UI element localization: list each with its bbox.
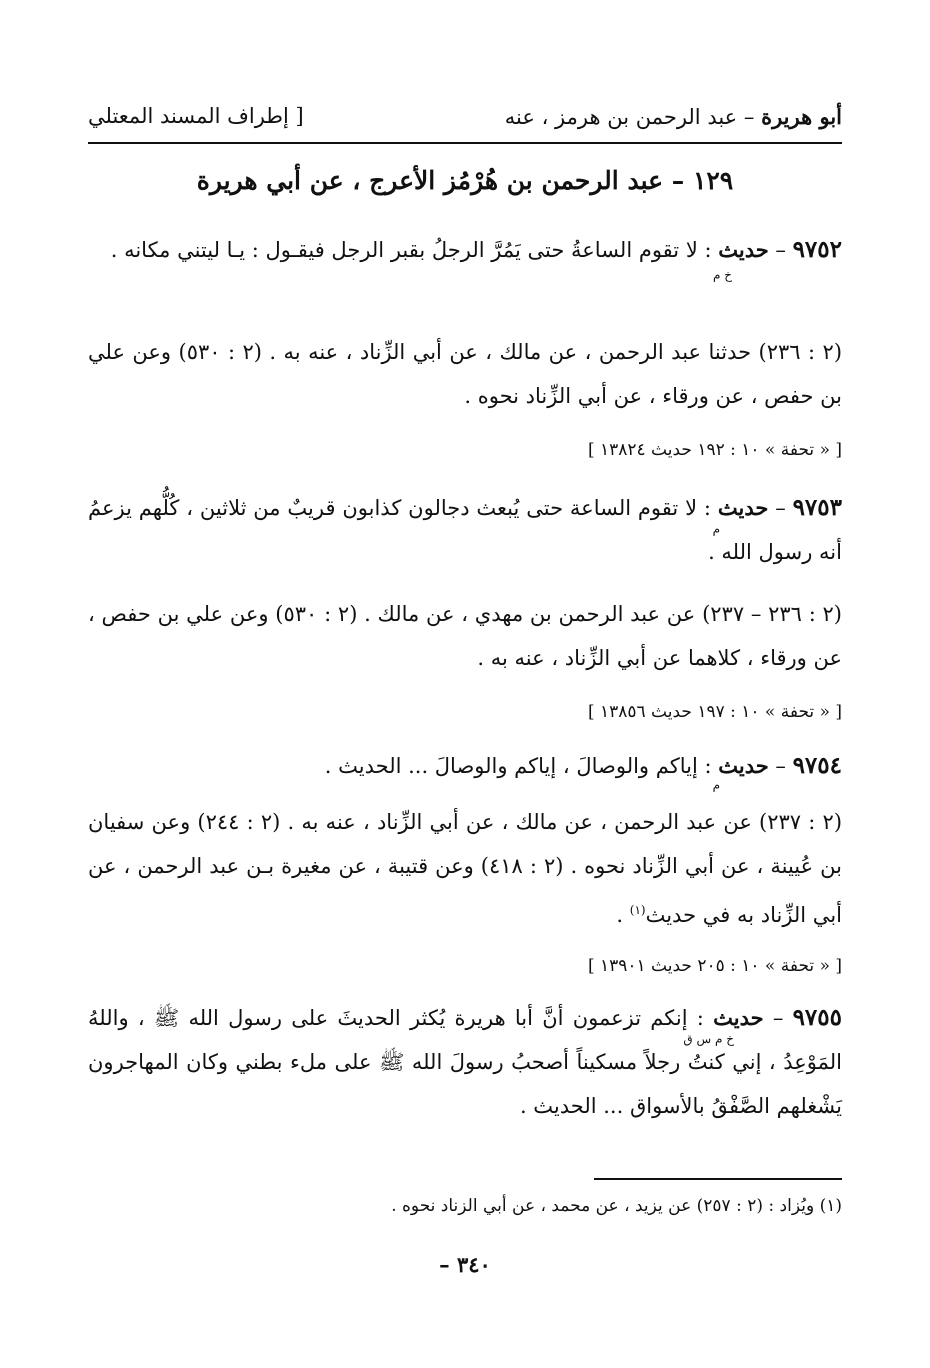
entry-sigla: م [712,778,720,792]
hadith-entry [88,486,842,574]
header-right [505,104,842,129]
entry-keyword: حديث [717,495,769,520]
footnote: (١) ويُزاد : (٢ : ٢٥٧) عن يزيد ، عن محمد ، عن أبي الزناد نحوه . [391,1196,842,1216]
header-book-title: [ إطراف المسند المعتلي [88,104,304,128]
entry-separator: – [768,754,793,778]
entry-keyword: حديث [718,753,769,778]
header-narrator: – عبد الرحمن بن هرمز ، عنه [504,105,762,129]
entry-sources [88,800,842,937]
entry-number: ٩٧٥٥ [792,1004,842,1031]
header-companion-name: أبو هريرة [761,104,842,129]
entry-text: : لا تقوم الساعة حتى يُبعث دجالون كذابون قريبٌ من ثلاثين ، كُلُّهم يزعمُ أنه رسول الله . [88,496,842,564]
hadith-entry [88,228,842,272]
tuhfa-reference: [ « تحفة » ١٠ : ٢٠٥ حديث ١٣٩٠١ ] [587,956,842,976]
entry-sigla: خ م س ق [683,1032,734,1046]
tuhfa-reference: [ « تحفة » ١٠ : ١٩٢ حديث ١٣٨٢٤ ] [587,440,842,460]
tuhfa-reference: [ « تحفة » ١٠ : ١٩٧ حديث ١٣٨٥٦ ] [587,702,842,722]
section-title: ١٢٩ – عبد الرحمن بن هُرْمُز الأعرج ، عن أبي هريرة [196,166,734,195]
footnote-marker: (١) [629,903,646,917]
entry-number: ٩٧٥٤ [792,752,842,779]
entry-keyword: حديث [713,1005,764,1030]
entry-sources: (٢ : ٢٣٦) حدثنا عبد الرحمن ، عن مالك ، عن أبي الزِّناد ، عنه به . (٢ : ٥٣٠) وعن علي بن حفص ، عن ورقاء ، عن أبي الزِّناد نحوه . [88,340,843,408]
entry-separator: – [768,238,793,262]
entry-sigla: م [712,522,720,536]
entry-sigla: خ م [713,268,732,282]
footnote-divider [594,1178,842,1180]
sources-text: (٢ : ٢٣٧) عن عبد الرحمن ، عن مالك ، عن أبي الزِّناد ، عنه به . (٢ : ٢٤٤) وعن سفيان بن عُيينة ، عن أبي الزِّناد نحوه . (٢ : ٤١٨) وعن قتيبة ، عن مغيرة بـن عبد الرحمن ، عن أبي الزِّناد به في حديث [88,810,843,927]
entry-sources: (٢ : ٢٣٦ – ٢٣٧) عن عبد الرحمن بن مهدي ، عن مالك . (٢ : ٥٣٠) وعن علي بن حفص ، عن ورقاء ، كلاهما عن أبي الزِّناد ، عنه به . [88,602,842,670]
entry-keyword: حديث [718,237,769,262]
entry-separator: – [763,1006,793,1030]
entry-number: ٩٧٥٣ [792,494,842,521]
entry-text: : إياكم والوصالَ ، إياكم والوصالَ ... الحديث . [324,754,719,778]
entry-text: : إنكم تزعمون أنَّ أبا هريرة يُكثر الحديثَ على رسول الله ﷺ ، واللهُ المَوْعِدُ ، إني كنتُ رجلاً مسكيناً أصحبُ رسولَ الله ﷺ على ملء بطني وكان المهاجرون يَشْغلهم الصَّفْقُ بالأسواق ... الحديث . [88,1006,842,1118]
hadith-entry [88,744,842,788]
running-header [88,100,842,144]
entry-text: : لا تقوم الساعةُ حتى يَمُرَّ الرجلُ بقبر الرجل فيقـول : يـا ليتني مكانه . [110,238,719,262]
sources-end: . [616,903,630,927]
hadith-entry [88,996,842,1128]
page-number: ٣٤٠ – [439,1252,491,1277]
entry-separator: – [768,496,793,520]
entry-number: ٩٧٥٢ [792,236,842,263]
